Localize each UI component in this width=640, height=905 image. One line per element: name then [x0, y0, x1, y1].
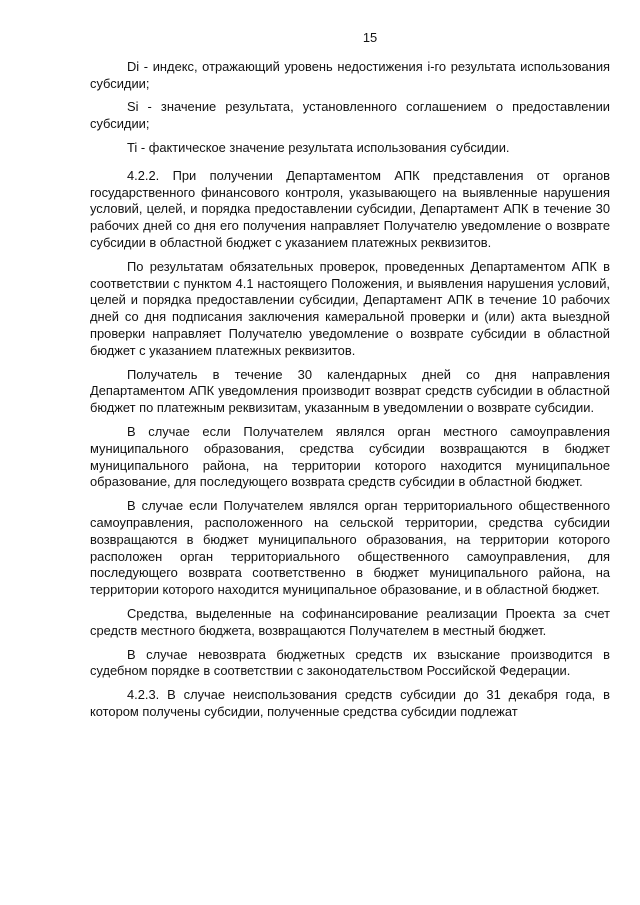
- paragraph-4-2-2: 4.2.2. При получении Департаментом АПК представления от органов государственного финансового контроля, указывающего на выявленные нарушения условий, целей, и порядка предоставлении субсидии, Департамент АПК в течение 30 рабочих дней со дня его получения направляет Получателю уведомление о возврате субсидии в областной бюджет с указанием платежных реквизитов.: [90, 167, 610, 250]
- paragraph-local-budget-cofinancing: Средства, выделенные на софинансирование реализации Проекта за счет средств местного бюджета, возвращаются Получателем в местный бюджет.: [90, 605, 610, 638]
- paragraph-recipient-refund: Получатель в течение 30 календарных дней со дня направления Департаментом АПК уведомления производит возврат средств субсидии в областной бюджет по платежным реквизитам, указанным в уведомлении о возврате субсидии.: [90, 366, 610, 416]
- page-number: 15: [362, 30, 378, 45]
- paragraph-si-definition: Si - значение результата, установленного соглашением о предоставлении субсидии;: [90, 99, 610, 132]
- paragraph-local-government-case: В случае если Получателем являлся орган местного самоуправления муниципального образования, средства субсидии возвращаются в бюджет муниципального района, на территории которого находится муниципальное образование, для последующего возврата средств субсидии в областной бюджет.: [90, 423, 610, 490]
- paragraph-inspection-results: По результатам обязательных проверок, проведенных Департаментом АПК в соответствии с пунктом 4.1 настоящего Положения, и выявления нарушения условий, целей и порядка предоставлении субсидии, Департамент АПК в течение 10 рабочих дней со дня подписания заключения камеральной проверки и (или) акта выездной проверки направляет Получателю уведомление о возврате субсидии в областной бюджет с указанием платежных реквизитов.: [90, 258, 610, 358]
- paragraph-territorial-self-government-case: В случае если Получателем являлся орган территориального общественного самоуправления, расположенного на сельской территории, средства субсидии возвращаются в бюджет муниципального образования, на территории которого расположен орган территориального общественного самоуправления, для последующего возврата соответственно в бюджет муниципального района, на территории которого находится муниципальное образование, и в областной бюджет.: [90, 498, 610, 598]
- paragraph-di-definition: Di - индекс, отражающий уровень недостижения i-го результата использования субсидии;: [90, 58, 610, 91]
- paragraph-judicial-recovery: В случае невозврата бюджетных средств их взыскание производится в судебном порядке в соответствии с законодательством Российской Федерации.: [90, 646, 610, 679]
- paragraph-4-2-3: 4.2.3. В случае неиспользования средств субсидии до 31 декабря года, в котором получены субсидии, полученные средства субсидии подлежат: [90, 687, 610, 719]
- paragraph-ti-definition: Ti - фактическое значение результата использования субсидии.: [127, 139, 510, 155]
